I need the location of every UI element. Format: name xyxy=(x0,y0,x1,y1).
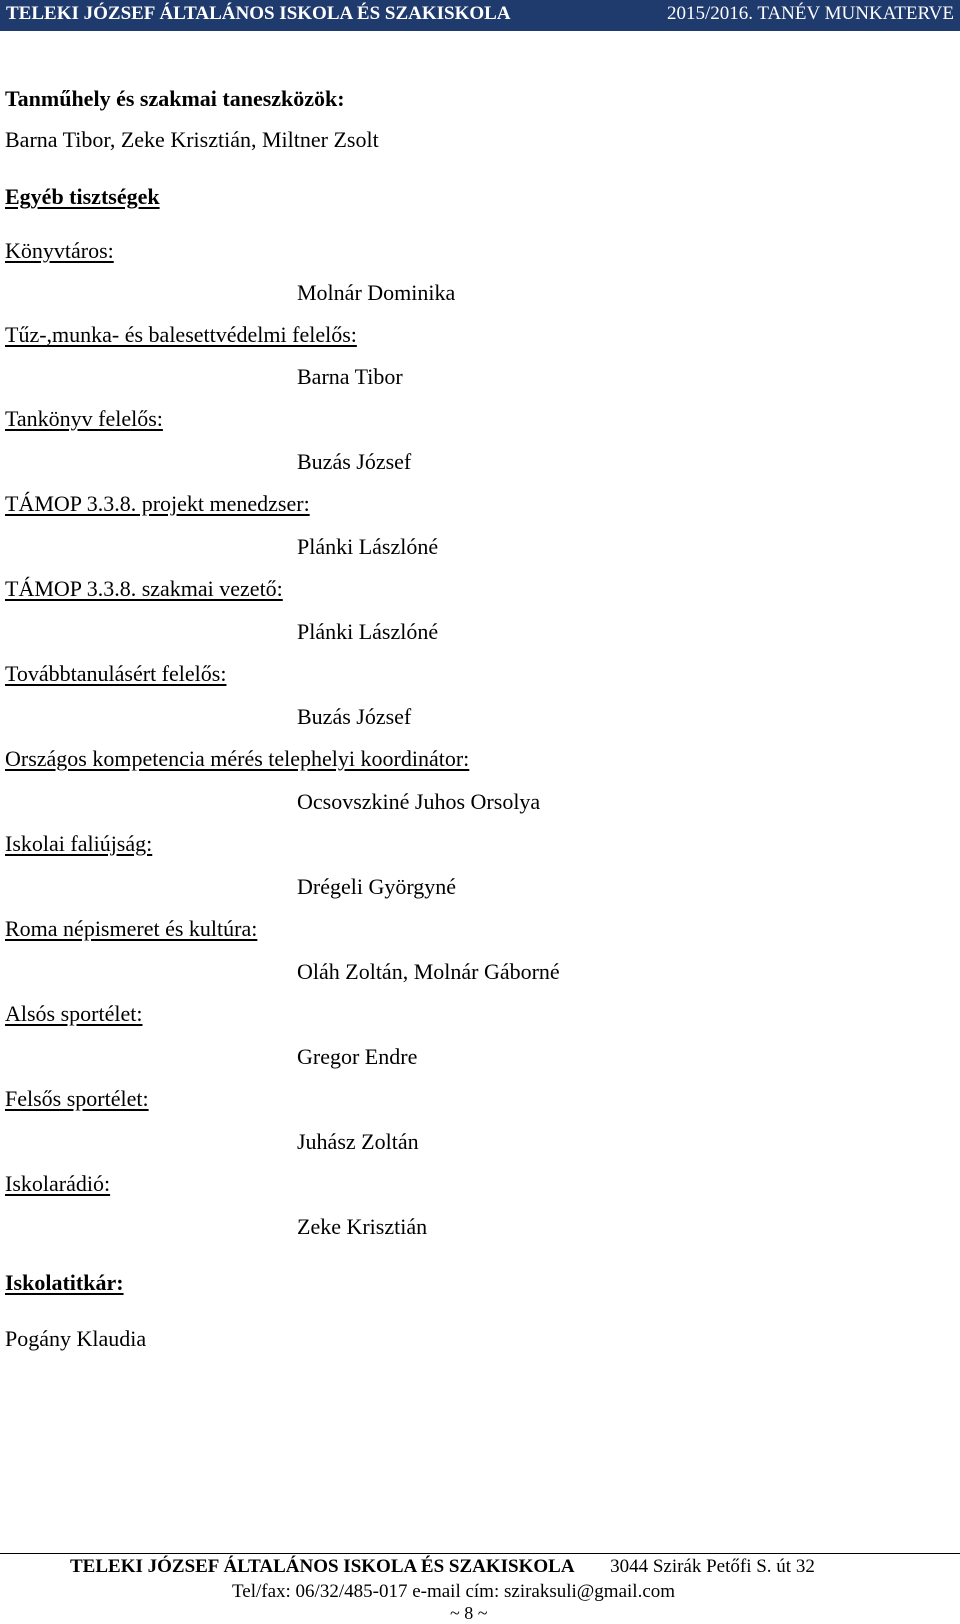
secretary-heading: Iskolatitkár: xyxy=(5,1270,124,1295)
footer-school-line xyxy=(70,1556,815,1578)
role-person: Oláh Zoltán, Molnár Gáborné xyxy=(297,959,560,984)
role-title: Tűz-,munka- és balesettvédelmi felelős: xyxy=(5,322,357,347)
role-person: Plánki Lászlóné xyxy=(297,619,439,644)
workshop-people: Barna Tibor, Zeke Krisztián, Miltner Zsolt xyxy=(5,127,379,152)
other-positions-heading: Egyéb tisztségek xyxy=(5,184,160,209)
role-person: Juhász Zoltán xyxy=(297,1129,419,1154)
role-title: Felsős sportélet: xyxy=(5,1086,149,1111)
role-title: TÁMOP 3.3.8. projekt menedzser: xyxy=(5,491,310,516)
workshop-heading: Tanműhely és szakmai taneszközök: xyxy=(5,86,345,111)
role-person: Buzás József xyxy=(297,704,412,729)
role-person: Buzás József xyxy=(297,449,412,474)
role-title: Könyvtáros: xyxy=(5,238,114,263)
secretary-person: Pogány Klaudia xyxy=(5,1326,147,1351)
footer-contact: Tel/fax: 06/32/485-017 e-mail cím: sziraksuli@gmail.com xyxy=(232,1581,676,1602)
role-title: TÁMOP 3.3.8. szakmai vezető: xyxy=(5,576,283,601)
role-title: Továbbtanulásért felelős: xyxy=(5,661,227,686)
role-title: Tankönyv felelős: xyxy=(5,406,163,431)
role-person: Drégeli Györgyné xyxy=(297,874,457,899)
role-person: Plánki Lászlóné xyxy=(297,534,439,559)
header-school-name: TELEKI JÓZSEF ÁLTALÁNOS ISKOLA ÉS SZAKISKOLA xyxy=(6,3,511,24)
role-person: Barna Tibor xyxy=(297,364,403,389)
role-title: Iskolai faliújság: xyxy=(5,831,153,856)
role-title: Országos kompetencia mérés telephelyi koordinátor: xyxy=(5,746,470,771)
role-title: Alsós sportélet: xyxy=(5,1001,143,1026)
header-year-title: 2015/2016. TANÉV MUNKATERVE xyxy=(666,3,954,24)
footer-address: 3044 Szirák Petőfi S. út 32 xyxy=(610,1556,815,1577)
footer-page-number: ~ 8 ~ xyxy=(450,1603,488,1623)
footer-divider xyxy=(0,1553,960,1554)
role-person: Gregor Endre xyxy=(297,1044,418,1069)
role-title: Iskolarádió: xyxy=(5,1171,111,1196)
role-title: Roma népismeret és kultúra: xyxy=(5,916,258,941)
footer-school-name: TELEKI JÓZSEF ÁLTALÁNOS ISKOLA ÉS SZAKISKOLA xyxy=(70,1556,575,1577)
role-person: Zeke Krisztián xyxy=(297,1214,428,1239)
role-person: Molnár Dominika xyxy=(297,280,456,305)
role-person: Ocsovszkiné Juhos Orsolya xyxy=(297,789,541,814)
